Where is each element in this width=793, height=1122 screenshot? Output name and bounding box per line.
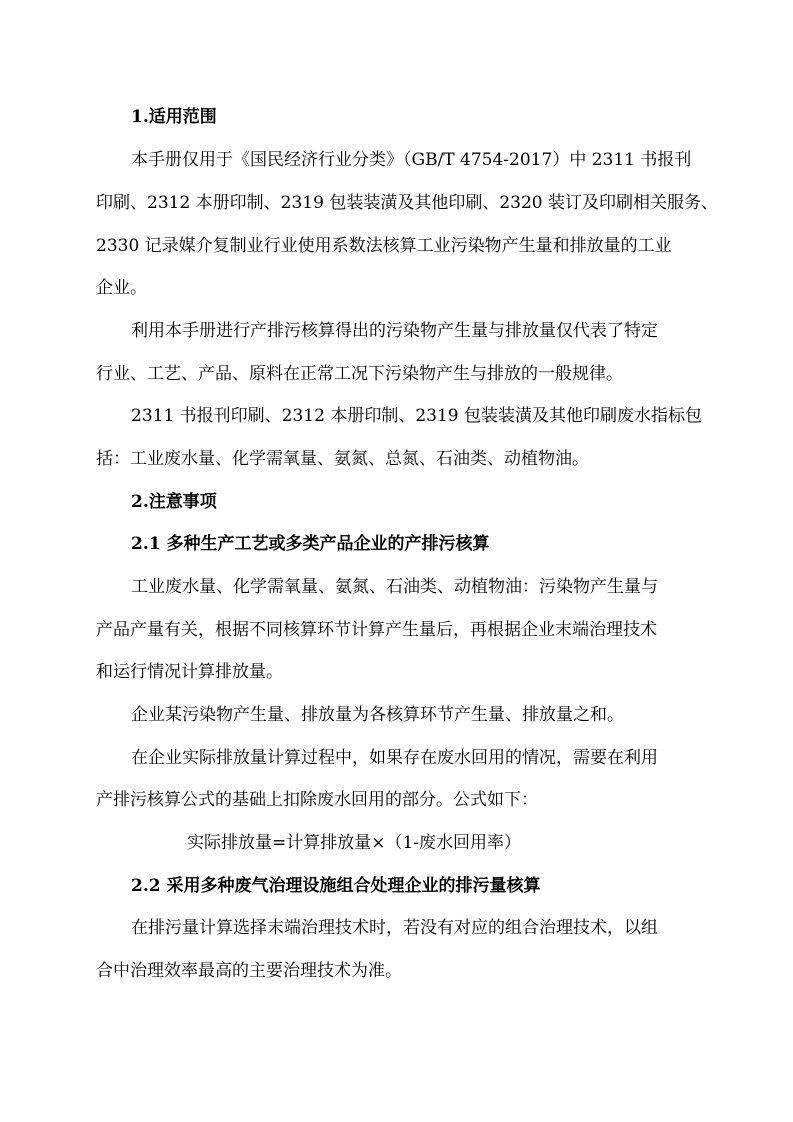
paragraph-line: 2311 书报刊印刷、2312 本册印制、2319 包装装潢及其他印刷废水指标包 (131, 406, 703, 426)
paragraph-line: 合中治理效率最高的主要治理技术为准。 (96, 961, 402, 981)
paragraph-line: 工业废水量、化学需氧量、氨氮、石油类、动植物油：污染物产生量与 (131, 577, 658, 597)
section-2-heading: 2.注意事项 (131, 492, 217, 512)
paragraph-line: 2330 记录媒介复制业行业使用系数法核算工业污染物产生量和排放量的工业 (96, 236, 672, 256)
paragraph-line: 行业、工艺、产品、原料在正常工况下污染物产生与排放的一般规律。 (96, 364, 623, 384)
formula: 实际排放量=计算排放量×（1-废水回用率） (187, 833, 522, 853)
section-2-2-heading: 2.2 采用多种废气治理设施组合处理企业的排污量核算 (131, 876, 541, 896)
paragraph-line: 本手册仅用于《国民经济行业分类》（GB/T 4754-2017）中 2311 书报刊 (131, 150, 692, 170)
paragraph-line: 在企业实际排放量计算过程中，如果存在废水回用的情况，需要在利用 (131, 748, 658, 768)
paragraph-line: 在排污量计算选择末端治理技术时，若没有对应的组合治理技术，以组 (131, 918, 658, 938)
paragraph-line: 产品产量有关，根据不同核算环节计算产生量后，再根据企业末端治理技术 (96, 620, 657, 640)
paragraph-line: 利用本手册进行产排污核算得出的污染物产生量与排放量仅代表了特定 (131, 321, 658, 341)
paragraph-line: 和运行情况计算排放量。 (96, 662, 283, 682)
section-2-1-heading: 2.1 多种生产工艺或多类产品企业的产排污核算 (131, 534, 490, 554)
paragraph-line: 企业。 (96, 278, 147, 298)
paragraph-line: 企业某污染物产生量、排放量为各核算环节产生量、排放量之和。 (131, 705, 624, 725)
section-1-heading: 1.适用范围 (131, 107, 217, 127)
paragraph-line: 产排污核算公式的基础上扣除废水回用的部分。公式如下： (96, 790, 538, 810)
paragraph-line: 括：工业废水量、化学需氧量、氨氮、总氮、石油类、动植物油。 (96, 449, 589, 469)
paragraph-line: 印刷、2312 本册印制、2319 包装装潢及其他印刷、2320 装订及印刷相关服务、 (96, 193, 719, 213)
